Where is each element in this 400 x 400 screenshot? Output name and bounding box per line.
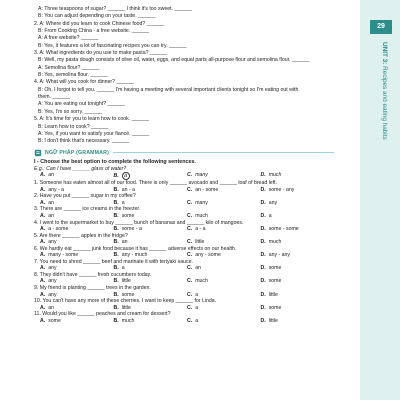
option-text: any [48,291,57,298]
option-letter: C. [187,252,193,259]
answer-option[interactable] [114,226,188,233]
option-text: some [48,317,61,324]
option-text: a [195,304,199,311]
answer-option[interactable] [114,318,188,325]
answer-options [34,265,334,272]
question-text: 3. There are ______ ice creams in the freezer. [34,206,141,213]
dialogue-section [34,6,334,146]
answer-option[interactable] [187,226,261,233]
dialogue-line: B: I don't think that's necessary. ______ [38,138,130,145]
dialogue-line: B: Learn how to cook? ______ [38,123,109,130]
option-text: some - some [268,226,299,233]
option-letter: A. [40,278,46,285]
answer-options [34,213,334,220]
question-item [34,259,334,272]
answer-option[interactable] [187,187,261,194]
option-text: much [268,239,282,246]
option-text: a [122,172,130,180]
answer-options [34,226,334,233]
option-letter: C. [187,226,193,233]
option-letter: D. [260,278,266,285]
option-text: little [121,278,131,285]
option-letter: A. [40,213,46,220]
answer-option[interactable] [261,265,335,272]
option-text: little [268,317,278,324]
option-text: any [48,265,57,272]
option-letter: C. [187,199,193,206]
dialogue-line: 4. A: What will you cook for dinner? ______ [34,79,134,86]
option-text: much [195,278,208,285]
option-letter: B. [113,252,119,259]
answer-option[interactable] [187,278,261,285]
option-text: any [48,278,57,285]
option-text: a - some [48,226,69,233]
grammar-header [34,149,334,157]
option-letter: C. [187,265,193,272]
question-text: 11. Would you like ______ peaches and cream for dessert? [34,311,171,318]
answer-option[interactable] [261,239,335,246]
option-text: some [268,265,282,272]
answer-options [34,252,334,259]
option-letter: B. [113,239,119,246]
dialogue-line: B: Well, my pasta dough consists of olive oil, water, eggs, and equal parts all-purpose flour and semolina flour. ______ [38,57,310,64]
question-item [34,180,334,193]
dialogue-line: A: A free website? ______ [38,35,99,42]
example-options [34,172,334,180]
question-item [34,206,334,219]
dialogue-line: A: Yes, if you want to satisfy your fiancé. ______ [38,130,150,137]
option-text: a [268,213,272,220]
dialogue-line: A: You are eating out tonight? ______ [38,101,125,108]
option-text: an - some [195,186,219,193]
option-text: a - a [195,226,206,233]
dialogue-line: B: Oh, I forgot to tell you. ______ I'm having a meeting with several important clients tonight so I'm eating out with [38,86,299,93]
option-letter: B. [113,186,119,193]
option-letter: B. [113,278,119,285]
option-letter: C. [187,278,193,285]
option-text: a [121,265,125,272]
option-letter: D. [260,317,266,324]
answer-option[interactable] [187,200,261,207]
option-letter: A. [40,317,46,324]
option-text: much [268,172,282,179]
option-letter: C. [187,304,193,311]
option-letter: D. [260,252,266,259]
option-text: any [268,199,278,206]
question-item [34,311,334,324]
grammar-title: NGỮ PHÁP (GRAMMAR) [45,149,110,156]
question-item [34,285,334,298]
answer-option[interactable] [261,305,335,312]
answer-option[interactable] [187,318,261,325]
sidebar-band [354,0,400,400]
option-letter: B. [113,226,119,233]
page-content [34,6,334,324]
question-item [34,246,334,259]
question-item [34,233,334,246]
option-text: little [195,239,205,246]
question-text: 4. I went to the supermarket to buy ______ bunch of bananas and ______ kilo of mangoes. [34,219,244,226]
option-letter: C. [187,213,193,220]
answer-option[interactable] [114,252,188,259]
grammar-icon [34,149,42,157]
question-text: 5. Are there ______ apples in the fridge? [34,232,128,239]
option-letter: C. [187,172,193,179]
answer-options [34,239,334,246]
option-letter: A. [40,239,46,246]
answer-option[interactable] [261,278,335,285]
option-text: an [48,213,54,220]
option-text: many [195,172,208,179]
option-letter: A. [40,291,46,298]
answer-option[interactable] [261,226,335,233]
option-text: an [121,239,128,246]
option-text: some [268,278,282,285]
answer-option[interactable] [40,318,114,325]
unit-number: UNIT 3: [381,42,388,65]
option-letter: B. [113,213,119,220]
option-letter: C. [187,317,193,324]
grammar-divider [113,152,334,153]
answer-option[interactable] [40,213,114,220]
dialogue-line: A: Semolina flour? ______ [38,64,100,71]
example-option [40,172,114,180]
option-text: an - a [121,186,135,193]
answer-options [34,318,334,325]
answer-option[interactable] [187,252,261,259]
unit-sidebar [354,0,400,400]
question-item [34,298,334,311]
option-text: an [48,199,54,206]
option-text: any - any [268,252,291,259]
option-letter: B. [113,199,119,206]
option-letter: C. [187,239,193,246]
option-letter: A. [40,172,46,179]
answer-option[interactable] [40,265,114,272]
question-item [34,272,334,285]
answer-option[interactable] [40,239,114,246]
answer-option[interactable] [187,265,261,272]
option-text: a [195,291,199,298]
option-letter: A. [40,186,46,193]
answer-option[interactable] [40,252,114,259]
option-letter: D. [260,226,266,233]
answer-option[interactable] [114,239,188,246]
example-question [34,166,334,181]
option-letter: B. [113,265,119,272]
question-item [34,220,334,233]
answer-option[interactable] [40,226,114,233]
answer-option[interactable] [261,252,335,259]
option-text: some [121,213,135,220]
example-option [261,172,335,180]
dialogue-line: B: Yes, it features a lot of fascinating recipes you can try. ______ [38,42,187,49]
answer-option[interactable] [187,305,261,312]
answer-option[interactable] [261,200,335,207]
option-text: little [121,304,131,311]
answer-option[interactable] [114,213,188,220]
answer-option[interactable] [261,187,335,194]
example-option [187,172,261,180]
dialogue-line: 3. A: What ingredients do you use to make pasta? ______ [34,50,168,57]
answer-option[interactable] [261,292,335,299]
question-list [34,180,334,324]
answer-option[interactable] [261,318,335,325]
option-text: much [121,317,135,324]
option-text: an [48,172,54,179]
question-text: 2. Have you put ______ sugar in my coffee? [34,193,136,200]
dialogue-line: A: Three teaspoons of sugar? ______ I think it's too sweet. ______ [38,6,192,12]
question-text: 10. You can't have any more of these cherries. I want to keep ______ for Linda. [34,298,217,305]
answer-option[interactable] [114,265,188,272]
option-letter: D. [260,213,266,220]
option-text: some - a [121,226,142,233]
option-letter: D. [260,291,266,298]
option-text: any [48,239,57,246]
option-letter: D. [260,265,266,272]
option-letter: A. [40,304,46,311]
option-text: a [121,199,125,206]
dialogue-line: 2. A: Where did you learn to cook Chinese food? ______ [34,20,165,27]
dialogue-line: B: From Cooking China - a free website. ______ [38,28,150,35]
option-letter: D. [260,239,266,246]
option-letter: D. [260,304,266,311]
option-text: any - a [48,186,65,193]
option-text: a [195,317,199,324]
page-number: 29 [370,20,392,34]
option-text: much [195,213,208,220]
example-option [114,172,188,180]
option-text: many [195,199,208,206]
dialogue-line: them. ______ [38,94,70,101]
option-letter: C. [187,186,193,193]
exercise-instruction: I - Choose the best option to complete the following sentences. [34,158,197,165]
option-letter: D. [260,199,266,206]
option-letter: A. [40,226,46,233]
option-text: an [195,265,201,272]
unit-title: Recipes and eating habits [381,66,388,140]
option-letter: B. [113,304,119,311]
question-text: 6. We hardly eat ______ junk food because it has ______ adverse effects on our health. [34,245,237,252]
dialogue-line: B: Yes, semolina flour. ______ [38,72,108,79]
option-letter: C. [187,291,193,298]
option-text: any - much [121,252,148,259]
unit-label [381,42,388,140]
option-letter: A. [40,199,46,206]
question-item [34,193,334,206]
option-letter: B. [113,317,119,324]
option-text: an [48,304,54,311]
option-text: many - some [48,252,79,259]
dialogue-line: B: You can adjust depending on your taste. ______ [38,13,156,20]
option-letter: A. [40,265,46,272]
option-letter: B. [113,173,119,180]
question-text: 7. You need to shred ______ beef and marinate it with teriyaki sauce. [34,258,193,265]
dialogue-line: 5. A: It's time for you to learn how to cook. ______ [34,116,149,123]
option-text: some [121,291,135,298]
option-letter: D. [260,172,266,179]
answer-option[interactable] [187,213,261,220]
question-text: 9. My friend is planting ______ trees in the garden. [34,285,151,292]
option-text: little [268,291,278,298]
option-text: some - any [268,186,295,193]
option-text: any - some [195,252,221,259]
question-text: 1. Someone has eaten almost all of our food. There is only ______ avocado and ______ loaf of bread left. [34,180,278,187]
option-text: some [268,304,282,311]
question-text: 8. They didn't have ______ fresh cucumbers today. [34,271,152,278]
example-text: E.g.: Can I have ______ glass of water? [34,165,127,172]
option-letter: D. [260,186,266,193]
option-letter: A. [40,252,46,259]
answer-option[interactable] [261,213,335,220]
dialogue-line: B: Yes, I'm so sorry. ______ [38,108,103,115]
option-letter: B. [113,291,119,298]
answer-option[interactable] [187,239,261,246]
